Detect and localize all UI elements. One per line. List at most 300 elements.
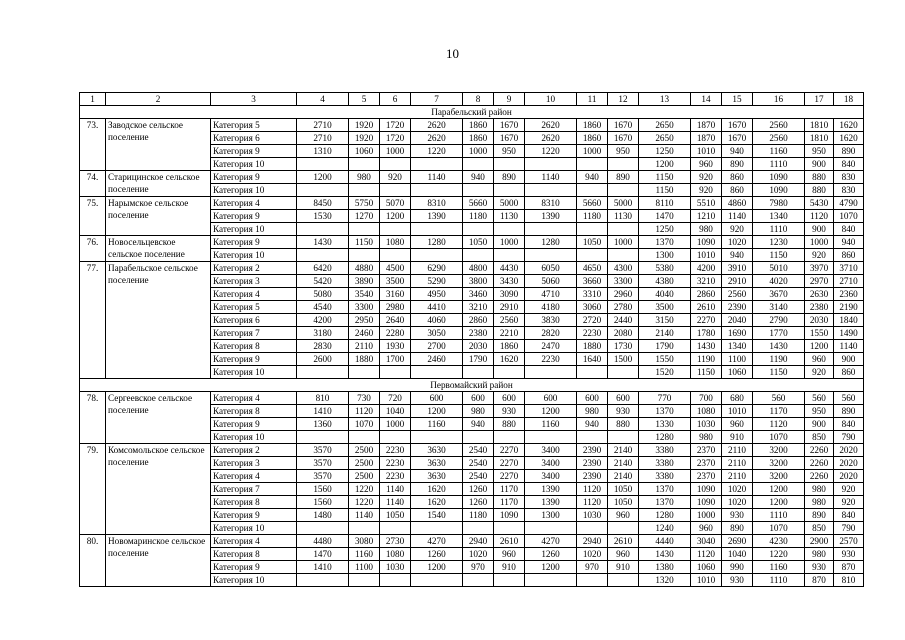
value-cell: 1810 — [805, 132, 834, 145]
value-cell — [380, 366, 411, 379]
value-cell: 2630 — [805, 288, 834, 301]
value-cell: 680 — [722, 392, 753, 405]
value-cell: 600 — [577, 392, 608, 405]
settlement-number: 73. — [80, 119, 106, 171]
value-cell: 1200 — [753, 483, 805, 496]
value-cell — [297, 184, 349, 197]
value-cell: 980 — [805, 548, 834, 561]
category-label: Категория 8 — [211, 340, 297, 353]
value-cell — [494, 366, 525, 379]
value-cell: 1000 — [691, 509, 722, 522]
category-label: Категория 4 — [211, 392, 297, 405]
value-cell: 970 — [463, 561, 494, 574]
value-cell: 3050 — [411, 327, 463, 340]
value-cell: 4430 — [494, 262, 525, 275]
value-cell: 4380 — [639, 275, 691, 288]
value-cell — [297, 366, 349, 379]
value-cell: 2980 — [380, 301, 411, 314]
value-cell: 860 — [722, 184, 753, 197]
value-cell: 2230 — [380, 444, 411, 457]
value-cell — [411, 158, 463, 171]
value-cell: 1220 — [349, 496, 380, 509]
value-cell: 1500 — [608, 353, 639, 366]
value-cell: 1370 — [639, 483, 691, 496]
value-cell: 2370 — [691, 457, 722, 470]
column-number: 9 — [494, 93, 525, 106]
value-cell: 1200 — [525, 405, 577, 418]
value-cell: 960 — [691, 522, 722, 535]
value-cell: 2440 — [608, 314, 639, 327]
value-cell: 1920 — [349, 119, 380, 132]
value-cell: 880 — [805, 184, 834, 197]
value-cell: 1490 — [834, 327, 864, 340]
value-cell: 2030 — [463, 340, 494, 353]
value-cell — [494, 522, 525, 535]
value-cell: 4480 — [297, 535, 349, 548]
value-cell: 2210 — [494, 327, 525, 340]
value-cell: 2560 — [722, 288, 753, 301]
value-cell: 1470 — [297, 548, 349, 561]
value-cell: 1190 — [753, 353, 805, 366]
value-cell: 1560 — [297, 496, 349, 509]
value-cell — [608, 223, 639, 236]
value-cell: 1240 — [639, 522, 691, 535]
value-cell — [494, 249, 525, 262]
value-cell — [297, 522, 349, 535]
value-cell — [349, 249, 380, 262]
value-cell: 1790 — [639, 340, 691, 353]
value-cell — [411, 366, 463, 379]
value-cell: 8450 — [297, 197, 349, 210]
value-cell: 1110 — [753, 223, 805, 236]
settlement-number: 78. — [80, 392, 106, 444]
value-cell: 3150 — [639, 314, 691, 327]
category-label: Категория 5 — [211, 301, 297, 314]
value-cell: 1210 — [691, 210, 722, 223]
value-cell — [463, 431, 494, 444]
value-cell: 4880 — [349, 262, 380, 275]
column-number: 7 — [411, 93, 463, 106]
value-cell: 3090 — [494, 288, 525, 301]
value-cell — [349, 158, 380, 171]
value-cell: 960 — [805, 353, 834, 366]
value-cell: 1920 — [349, 132, 380, 145]
value-cell: 2500 — [349, 444, 380, 457]
value-cell: 1220 — [349, 483, 380, 496]
value-cell: 2970 — [805, 275, 834, 288]
column-number: 5 — [349, 93, 380, 106]
value-cell: 1470 — [639, 210, 691, 223]
value-cell: 2730 — [380, 535, 411, 548]
value-cell: 1200 — [380, 210, 411, 223]
value-cell — [380, 522, 411, 535]
value-cell: 2260 — [805, 470, 834, 483]
value-cell — [411, 522, 463, 535]
category-label: Категория 9 — [211, 171, 297, 184]
value-cell — [297, 574, 349, 587]
category-label: Категория 3 — [211, 457, 297, 470]
value-cell: 920 — [834, 496, 864, 509]
value-cell — [411, 574, 463, 587]
value-cell: 3910 — [722, 262, 753, 275]
table-row — [80, 262, 864, 275]
value-cell: 840 — [834, 509, 864, 522]
value-cell: 4270 — [525, 535, 577, 548]
category-label: Категория 9 — [211, 509, 297, 522]
value-cell: 4860 — [722, 197, 753, 210]
value-cell: 1080 — [380, 548, 411, 561]
column-number: 15 — [722, 93, 753, 106]
page-number: 10 — [446, 46, 459, 61]
category-label: Категория 6 — [211, 314, 297, 327]
value-cell: 1140 — [411, 171, 463, 184]
category-label: Категория 10 — [211, 574, 297, 587]
settlement-name: Старицинское сельское поселение — [106, 171, 211, 197]
value-cell: 1200 — [411, 405, 463, 418]
value-cell: 890 — [834, 145, 864, 158]
value-cell: 2500 — [349, 457, 380, 470]
value-cell: 2230 — [380, 470, 411, 483]
value-cell: 2140 — [639, 327, 691, 340]
value-cell: 1780 — [691, 327, 722, 340]
column-number: 16 — [753, 93, 805, 106]
value-cell: 3140 — [753, 301, 805, 314]
value-cell: 1620 — [411, 496, 463, 509]
value-cell: 1150 — [691, 366, 722, 379]
value-cell: 8310 — [411, 197, 463, 210]
value-cell — [608, 249, 639, 262]
value-cell: 2620 — [525, 132, 577, 145]
table-row — [80, 171, 864, 184]
value-cell: 1720 — [380, 132, 411, 145]
settlement-name: Парабельское сельское поселение — [106, 262, 211, 379]
value-cell: 1020 — [577, 548, 608, 561]
value-cell: 980 — [577, 405, 608, 418]
value-cell — [349, 184, 380, 197]
value-cell — [463, 574, 494, 587]
category-label: Категория 7 — [211, 327, 297, 340]
value-cell: 920 — [834, 483, 864, 496]
value-cell: 1260 — [463, 496, 494, 509]
value-cell: 1180 — [463, 509, 494, 522]
value-cell: 1000 — [577, 145, 608, 158]
value-cell: 1160 — [411, 418, 463, 431]
value-cell: 920 — [691, 171, 722, 184]
value-cell: 930 — [722, 574, 753, 587]
value-cell: 1280 — [639, 509, 691, 522]
value-cell: 1170 — [753, 405, 805, 418]
value-cell: 960 — [608, 509, 639, 522]
value-cell: 1300 — [525, 509, 577, 522]
value-cell: 960 — [722, 418, 753, 431]
value-cell: 1000 — [380, 145, 411, 158]
value-cell: 930 — [608, 405, 639, 418]
value-cell: 1430 — [639, 548, 691, 561]
value-cell: 4180 — [525, 301, 577, 314]
value-cell: 1700 — [380, 353, 411, 366]
value-cell — [349, 366, 380, 379]
value-cell: 5290 — [411, 275, 463, 288]
value-cell: 1860 — [577, 119, 608, 132]
value-cell: 3800 — [463, 275, 494, 288]
value-cell: 3630 — [411, 457, 463, 470]
value-cell — [297, 431, 349, 444]
value-cell — [463, 184, 494, 197]
value-cell: 1670 — [494, 132, 525, 145]
value-cell: 3310 — [577, 288, 608, 301]
value-cell: 2710 — [297, 119, 349, 132]
value-cell: 890 — [722, 158, 753, 171]
value-cell: 4650 — [577, 262, 608, 275]
value-cell: 1250 — [639, 145, 691, 158]
value-cell: 600 — [608, 392, 639, 405]
column-number: 2 — [106, 93, 211, 106]
value-cell: 900 — [805, 158, 834, 171]
settlement-number: 77. — [80, 262, 106, 379]
category-label: Категория 9 — [211, 236, 297, 249]
value-cell: 1020 — [722, 496, 753, 509]
value-cell: 1030 — [577, 509, 608, 522]
value-cell: 1550 — [805, 327, 834, 340]
value-cell: 830 — [834, 171, 864, 184]
value-cell: 3630 — [411, 470, 463, 483]
category-label: Категория 8 — [211, 496, 297, 509]
value-cell: 1020 — [722, 483, 753, 496]
settlement-name: Новомаринское сельское поселение — [106, 535, 211, 587]
value-cell: 940 — [577, 171, 608, 184]
value-cell — [463, 366, 494, 379]
value-cell — [411, 431, 463, 444]
value-cell: 1200 — [297, 171, 349, 184]
value-cell: 3570 — [297, 470, 349, 483]
value-cell: 1860 — [494, 340, 525, 353]
value-cell: 7980 — [753, 197, 805, 210]
value-cell: 1160 — [525, 418, 577, 431]
value-cell — [349, 431, 380, 444]
value-cell: 1280 — [411, 236, 463, 249]
value-cell — [494, 223, 525, 236]
value-cell: 1000 — [805, 236, 834, 249]
value-cell: 1140 — [380, 496, 411, 509]
value-cell: 2040 — [722, 314, 753, 327]
value-cell: 2370 — [691, 470, 722, 483]
value-cell: 930 — [722, 509, 753, 522]
value-cell: 4800 — [463, 262, 494, 275]
value-cell: 2560 — [753, 132, 805, 145]
value-cell — [463, 249, 494, 262]
value-cell: 2710 — [297, 132, 349, 145]
value-cell: 3570 — [297, 444, 349, 457]
value-cell: 1090 — [494, 509, 525, 522]
value-cell — [297, 223, 349, 236]
value-cell: 860 — [722, 171, 753, 184]
value-cell: 1730 — [608, 340, 639, 353]
value-cell — [380, 249, 411, 262]
settlement-number: 75. — [80, 197, 106, 236]
value-cell: 2910 — [494, 301, 525, 314]
value-cell: 1770 — [753, 327, 805, 340]
value-cell: 860 — [834, 366, 864, 379]
value-cell: 960 — [691, 158, 722, 171]
value-cell: 2540 — [463, 457, 494, 470]
tariff-table — [79, 92, 864, 587]
value-cell: 560 — [805, 392, 834, 405]
value-cell: 1320 — [639, 574, 691, 587]
value-cell: 1120 — [691, 548, 722, 561]
value-cell: 940 — [463, 418, 494, 431]
value-cell: 980 — [691, 431, 722, 444]
value-cell: 1110 — [753, 509, 805, 522]
district-row — [80, 106, 864, 119]
value-cell: 1410 — [297, 561, 349, 574]
value-cell: 6290 — [411, 262, 463, 275]
table-row — [80, 236, 864, 249]
value-cell: 1010 — [691, 574, 722, 587]
value-cell: 950 — [805, 145, 834, 158]
value-cell: 6420 — [297, 262, 349, 275]
value-cell: 970 — [577, 561, 608, 574]
value-cell: 2230 — [577, 327, 608, 340]
settlement-number: 80. — [80, 535, 106, 587]
value-cell: 5660 — [463, 197, 494, 210]
value-cell: 2030 — [805, 314, 834, 327]
value-cell — [608, 158, 639, 171]
value-cell: 2910 — [722, 275, 753, 288]
value-cell: 1000 — [494, 236, 525, 249]
value-cell: 960 — [608, 548, 639, 561]
value-cell: 930 — [494, 405, 525, 418]
value-cell — [577, 184, 608, 197]
column-number: 1 — [80, 93, 106, 106]
value-cell: 870 — [834, 561, 864, 574]
category-label: Категория 6 — [211, 132, 297, 145]
value-cell: 1160 — [753, 561, 805, 574]
value-cell: 3300 — [608, 275, 639, 288]
value-cell: 1150 — [753, 366, 805, 379]
value-cell: 1030 — [380, 561, 411, 574]
value-cell: 1160 — [349, 548, 380, 561]
value-cell: 2270 — [494, 470, 525, 483]
value-cell: 3540 — [349, 288, 380, 301]
value-cell: 920 — [805, 366, 834, 379]
value-cell: 2610 — [494, 535, 525, 548]
value-cell: 1180 — [577, 210, 608, 223]
category-label: Категория 5 — [211, 119, 297, 132]
value-cell: 1620 — [411, 483, 463, 496]
value-cell — [608, 366, 639, 379]
settlement-name: Комсомольское сельское поселение — [106, 444, 211, 535]
column-number: 3 — [211, 93, 297, 106]
value-cell: 2390 — [577, 444, 608, 457]
value-cell: 1070 — [834, 210, 864, 223]
value-cell — [349, 522, 380, 535]
value-cell — [525, 431, 577, 444]
value-cell: 1620 — [834, 132, 864, 145]
table-row — [80, 444, 864, 457]
value-cell: 3200 — [753, 470, 805, 483]
value-cell: 2620 — [525, 119, 577, 132]
value-cell: 1060 — [691, 561, 722, 574]
value-cell: 930 — [805, 561, 834, 574]
value-cell: 3300 — [349, 301, 380, 314]
value-cell: 5750 — [349, 197, 380, 210]
value-cell: 1260 — [525, 548, 577, 561]
value-cell: 810 — [297, 392, 349, 405]
value-cell: 2270 — [691, 314, 722, 327]
value-cell: 2690 — [722, 535, 753, 548]
category-label: Категория 10 — [211, 184, 297, 197]
value-cell: 840 — [834, 158, 864, 171]
value-cell: 3400 — [525, 470, 577, 483]
value-cell: 3060 — [577, 301, 608, 314]
value-cell: 3040 — [691, 535, 722, 548]
value-cell: 2270 — [494, 444, 525, 457]
value-cell: 960 — [494, 548, 525, 561]
value-cell: 2390 — [577, 470, 608, 483]
value-cell — [411, 249, 463, 262]
value-cell: 600 — [463, 392, 494, 405]
value-cell: 5420 — [297, 275, 349, 288]
value-cell: 3400 — [525, 444, 577, 457]
value-cell: 2620 — [411, 119, 463, 132]
value-cell: 4500 — [380, 262, 411, 275]
settlement-number: 76. — [80, 236, 106, 262]
value-cell: 1200 — [639, 158, 691, 171]
value-cell: 810 — [834, 574, 864, 587]
value-cell: 1140 — [380, 483, 411, 496]
value-cell: 1670 — [722, 119, 753, 132]
value-cell: 2020 — [834, 470, 864, 483]
value-cell: 2380 — [463, 327, 494, 340]
value-cell: 1140 — [525, 171, 577, 184]
value-cell: 1280 — [639, 431, 691, 444]
value-cell: 2390 — [577, 457, 608, 470]
value-cell: 1310 — [297, 145, 349, 158]
value-cell: 560 — [834, 392, 864, 405]
category-label: Категория 2 — [211, 444, 297, 457]
value-cell: 3180 — [297, 327, 349, 340]
value-cell: 5660 — [577, 197, 608, 210]
settlement-name: Заводское сельское поселение — [106, 119, 211, 171]
value-cell: 5000 — [494, 197, 525, 210]
value-cell: 720 — [380, 392, 411, 405]
value-cell: 2830 — [297, 340, 349, 353]
value-cell: 880 — [805, 171, 834, 184]
value-cell: 1670 — [722, 132, 753, 145]
value-cell: 3670 — [753, 288, 805, 301]
settlement-number: 74. — [80, 171, 106, 197]
value-cell: 920 — [380, 171, 411, 184]
value-cell — [525, 223, 577, 236]
value-cell: 2560 — [494, 314, 525, 327]
value-cell: 3380 — [639, 470, 691, 483]
column-number: 14 — [691, 93, 722, 106]
value-cell: 700 — [691, 392, 722, 405]
value-cell: 2140 — [608, 457, 639, 470]
value-cell: 850 — [805, 522, 834, 535]
value-cell — [577, 249, 608, 262]
value-cell: 840 — [834, 418, 864, 431]
value-cell — [525, 249, 577, 262]
value-cell: 1390 — [525, 496, 577, 509]
value-cell: 890 — [834, 405, 864, 418]
value-cell: 1870 — [691, 132, 722, 145]
value-cell: 2460 — [349, 327, 380, 340]
value-cell: 1550 — [639, 353, 691, 366]
value-cell: 1220 — [411, 145, 463, 158]
settlement-name: Нарымское сельское поселение — [106, 197, 211, 236]
value-cell: 1190 — [691, 353, 722, 366]
